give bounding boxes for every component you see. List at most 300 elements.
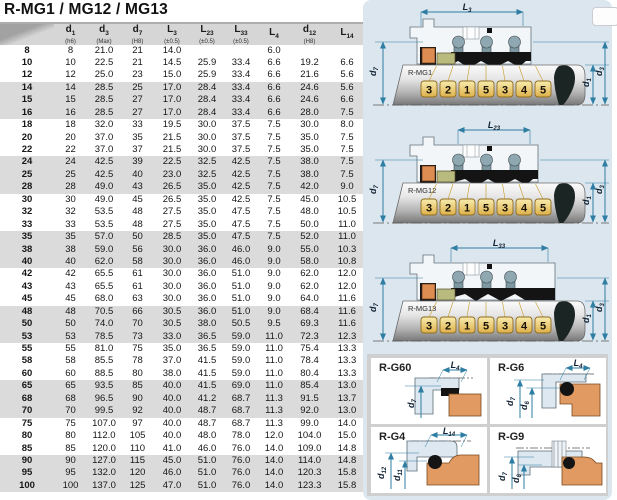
cell: 33.4 (231, 106, 251, 118)
cell: 41.0 (162, 442, 182, 454)
cell (224, 45, 258, 57)
cell: 6.6 (267, 69, 281, 81)
cell: 21.5 (162, 144, 182, 156)
cell: 11.0 (265, 380, 283, 392)
cell: 25 (65, 168, 76, 180)
column-header: $d_{12}$ (H8) (290, 23, 329, 45)
cell: 7.5 (267, 193, 281, 205)
number-chip-label: 3 (425, 202, 433, 215)
seat-ring (422, 48, 435, 63)
table-row (0, 82, 365, 94)
cell: 30.0 (300, 119, 319, 131)
row-size-label: 58 (21, 355, 33, 367)
cell: 75.4 (300, 343, 319, 355)
table-row (0, 169, 365, 181)
cell: 47.5 (231, 231, 251, 243)
row-size-label: 90 (21, 454, 33, 466)
table-row (0, 393, 365, 405)
row-size-label: 10 (21, 56, 33, 68)
cell: 43 (132, 181, 143, 193)
cell: 20 (65, 131, 76, 143)
cell: 92.0 (300, 405, 319, 417)
table-row (0, 480, 365, 492)
cell: 35.0 (162, 343, 182, 355)
diagram-label: R-MG13 (408, 304, 437, 313)
cell: 7.5 (267, 206, 281, 218)
cell: 85.5 (94, 355, 114, 367)
cell: 7.5 (340, 168, 354, 180)
table-row (0, 331, 365, 343)
cell: 30.0 (197, 119, 217, 131)
cell: 100 (62, 479, 79, 491)
table-row (0, 318, 365, 330)
cell: 15.8 (337, 467, 357, 479)
cell: 85 (65, 442, 76, 454)
cell: 40.0 (162, 380, 182, 392)
row-size-label: 70 (21, 405, 33, 417)
cell: 37.0 (162, 355, 182, 367)
cell: 36.0 (197, 255, 217, 267)
cell: 14.0 (162, 44, 182, 56)
seat-ring (422, 166, 435, 181)
cell (190, 45, 224, 57)
cell: 17.0 (162, 81, 182, 93)
cell: 58 (132, 255, 143, 267)
table-header-row (0, 23, 365, 45)
row-size-label: 12 (21, 69, 33, 81)
cell: 14.8 (337, 442, 357, 454)
cell: 27.5 (162, 206, 182, 218)
cell: 9.0 (340, 181, 354, 193)
cell: 105 (129, 430, 146, 442)
cell: 48.7 (197, 405, 217, 417)
cell: 41.5 (197, 355, 217, 367)
table-row (0, 380, 365, 392)
row-size-label: 80 (21, 430, 33, 442)
cell: 26.5 (162, 193, 182, 205)
cell: 78.0 (231, 430, 251, 442)
dim-label-d6: $d_6$ (519, 401, 531, 410)
cell: 28.4 (197, 94, 217, 106)
cell: 7.5 (340, 131, 354, 143)
cell: 48 (132, 206, 143, 218)
cell: 92 (132, 405, 143, 417)
column-header: $L_{23}$ (±0.5) (190, 23, 224, 45)
cell: 36.0 (197, 293, 217, 305)
row-size-label: 30 (21, 193, 33, 205)
o-ring (560, 382, 574, 396)
cell: 13.0 (337, 380, 357, 392)
cell: 12 (65, 69, 76, 81)
cell: 7.5 (267, 168, 281, 180)
cell: 16 (65, 106, 76, 118)
cell: 35.0 (197, 193, 217, 205)
row-size-label: 95 (21, 467, 33, 479)
cell: 70.5 (94, 305, 114, 317)
cell: 43 (65, 280, 76, 292)
card-label: R-G4 (379, 431, 406, 443)
cell: 42.5 (231, 193, 251, 205)
cell: 53 (65, 330, 76, 342)
cell: 33 (132, 119, 143, 131)
cell: 27 (132, 94, 143, 106)
cell: 36.0 (197, 280, 217, 292)
column-header: $L_4$ (258, 23, 290, 45)
cell: 30.0 (162, 280, 182, 292)
page-title: R-MG1 / MG12 / MG13 (4, 1, 168, 18)
number-chip-label: 2 (444, 84, 452, 97)
cell: 28.4 (197, 81, 217, 93)
dim-label-d1: $d_1$ (581, 314, 593, 323)
row-size-label: 25 (21, 168, 33, 180)
cell: 52.0 (300, 231, 319, 243)
cell: 14.0 (264, 442, 284, 454)
cell: 59.0 (231, 355, 251, 367)
cell: 35.0 (197, 231, 217, 243)
detail-card-r-g6 (490, 358, 606, 424)
detail-card-r-g60 (371, 358, 487, 424)
number-chip-label: 4 (520, 202, 528, 215)
cell: 15.0 (337, 430, 357, 442)
cell: 21.5 (162, 131, 182, 143)
cell: 30.0 (162, 243, 182, 255)
cell: 46.0 (231, 243, 251, 255)
cell: 42.0 (300, 181, 319, 193)
row-size-label: 35 (21, 231, 33, 243)
row-size-label: 48 (21, 305, 33, 317)
cell: 28.4 (197, 106, 217, 118)
cell: 90 (132, 392, 143, 404)
cell: 85.4 (300, 380, 319, 392)
cell: 88.5 (94, 367, 114, 379)
cell: 15.0 (162, 69, 182, 81)
primary-ring (437, 171, 455, 182)
cell: 59.0 (94, 243, 114, 255)
cell: 11.3 (265, 392, 283, 404)
cell: 47.5 (231, 206, 251, 218)
cell: 7.5 (340, 156, 354, 168)
cell: 14.0 (337, 417, 357, 429)
cell: 42 (65, 268, 76, 280)
cell: 12.3 (337, 330, 357, 342)
row-size-label: 40 (21, 255, 33, 267)
cell: 64.0 (300, 293, 319, 305)
row-size-label: 38 (21, 243, 33, 255)
cell: 91.5 (300, 392, 319, 404)
cell: 15 (65, 94, 76, 106)
cell: 33 (65, 218, 76, 230)
table-row (0, 107, 365, 119)
cell: 90 (65, 454, 76, 466)
number-chip-label: 5 (539, 320, 547, 333)
cell: 21 (132, 44, 143, 56)
table-row (0, 119, 365, 131)
detail-card-r-g9 (490, 427, 606, 493)
table-row (0, 132, 365, 144)
diagram-panel (363, 0, 612, 500)
table-row (0, 455, 365, 467)
cell: 17.0 (162, 106, 182, 118)
table-row (0, 156, 365, 168)
cell: 33.4 (231, 94, 251, 106)
seal-cross-section-r-mg13 (363, 238, 612, 352)
cell: 40.0 (162, 392, 182, 404)
primary-ring (437, 289, 455, 300)
cell: 112.0 (92, 430, 116, 442)
primary-ring (437, 53, 455, 64)
dim-label-d3: $d_3$ (594, 67, 606, 76)
dim-label-d7: $d_7$ (368, 67, 380, 76)
row-size-label: 20 (21, 131, 33, 143)
number-chip-label: 1 (463, 320, 471, 333)
row-size-label: 43 (21, 280, 33, 292)
card-label: R-G60 (379, 362, 412, 374)
cell: 51.0 (231, 280, 251, 292)
page-edge-tab (592, 7, 617, 26)
dim-label-d7: $d_7$ (505, 397, 517, 406)
table-row (0, 256, 365, 268)
row-size-label: 75 (21, 417, 33, 429)
column-header-corner (0, 23, 54, 45)
cell: 6.6 (267, 81, 281, 93)
column-header: $d_3$ (Max) (87, 23, 121, 45)
number-chip-label: 1 (463, 202, 471, 215)
number-chip-label: 3 (501, 320, 509, 333)
cell: 46.0 (197, 442, 217, 454)
cell: 9.0 (267, 280, 281, 292)
cell: 7.5 (340, 106, 354, 118)
springs (453, 271, 517, 290)
cell: 36.5 (197, 330, 217, 342)
cell: 42.5 (231, 181, 251, 193)
cell: 114.0 (297, 454, 322, 466)
cell: 9.5 (267, 318, 281, 330)
dim-label-d6: $d_6$ (511, 474, 523, 483)
column-header: $L_{33}$ (±0.5) (224, 23, 258, 45)
cell: 30.0 (162, 255, 182, 267)
cell: 10.5 (337, 193, 357, 205)
seal-cross-section-r-mg1 (363, 2, 612, 116)
dim-label-d1: $d_1$ (581, 78, 593, 87)
number-chip-label: 2 (444, 320, 452, 333)
cell: 28.5 (94, 106, 114, 118)
cell: 6.6 (340, 94, 354, 106)
dim-label-l3: $L_3$ (462, 2, 472, 14)
cell: 5.6 (340, 81, 354, 93)
row-size-label: 55 (21, 343, 33, 355)
cell: 73 (132, 330, 143, 342)
cell: 37 (132, 144, 143, 156)
cell: 65.5 (94, 268, 114, 280)
cell: 21.6 (300, 69, 319, 81)
cell: 37.5 (231, 144, 251, 156)
dim-label-d7: $d_7$ (406, 399, 418, 408)
cell: 35 (65, 231, 76, 243)
cell: 76.0 (231, 454, 251, 466)
card-label: R-G9 (498, 431, 525, 443)
cell: 48.0 (300, 206, 319, 218)
row-size-label: 60 (21, 367, 33, 379)
cell: 115 (129, 454, 146, 466)
cell: 7.5 (267, 156, 281, 168)
cell: 78 (132, 355, 143, 367)
dim-label-l33: $L_{33}$ (492, 238, 506, 250)
cell: 76.0 (231, 467, 251, 479)
cell: 36.0 (197, 243, 217, 255)
cell: 45 (132, 193, 143, 205)
cell: 51.0 (197, 454, 217, 466)
cell: 7.5 (340, 144, 354, 156)
cell: 30 (65, 193, 76, 205)
cell: 137.0 (92, 479, 116, 491)
table-row (0, 281, 365, 293)
table-row (0, 355, 365, 367)
cell: 50.5 (231, 318, 251, 330)
column-header: $L_{14}$ (329, 23, 365, 45)
cell: 21.0 (94, 44, 114, 56)
cell: 36.0 (197, 305, 217, 317)
cell: 28.0 (300, 106, 319, 118)
set-screw (487, 28, 492, 33)
table-row (0, 181, 365, 193)
cell: 96.5 (94, 392, 114, 404)
cell: 125 (129, 479, 146, 491)
number-chip-label: 2 (444, 202, 452, 215)
cell: 69.0 (231, 380, 251, 392)
table-row (0, 430, 365, 442)
table-row (0, 368, 365, 380)
cell: 14.0 (264, 454, 284, 466)
o-ring (563, 457, 575, 469)
dim-label-l4: $L_4$ (450, 360, 460, 372)
cell: 46.0 (231, 255, 251, 267)
cell: 37.5 (231, 119, 251, 131)
cell: 46.0 (162, 467, 182, 479)
dim-label-d1: $d_1$ (581, 196, 593, 205)
cell: 59.0 (231, 367, 251, 379)
cell: 30.0 (162, 293, 182, 305)
cell: 14.5 (162, 56, 182, 68)
cell: 6.6 (267, 106, 281, 118)
cell: 51.0 (231, 305, 251, 317)
dim-label-d7: $d_7$ (368, 303, 380, 312)
number-chip-label: 3 (425, 84, 433, 97)
cell: 32 (65, 206, 76, 218)
cell: 51.0 (197, 479, 217, 491)
cell: 35.0 (197, 206, 217, 218)
cell: 35 (132, 131, 143, 143)
table-row (0, 45, 365, 57)
seal-cross-section-r-mg12 (363, 120, 612, 234)
cell: 11.6 (338, 293, 356, 305)
cell: 56 (132, 243, 143, 255)
dim-label-l14: $L_{14}$ (442, 427, 456, 438)
cell: 68.0 (94, 293, 114, 305)
cell: 11.0 (265, 367, 283, 379)
cell: 81.0 (94, 343, 114, 355)
cell: 11.6 (338, 305, 356, 317)
table-row (0, 293, 365, 305)
seat-ring (449, 394, 481, 416)
seat-ring (422, 284, 435, 299)
cell: 60 (65, 367, 76, 379)
cell: 68.7 (231, 405, 251, 417)
cell: 22.5 (94, 56, 114, 68)
cell: 19.2 (300, 56, 319, 68)
cell: 26.5 (162, 181, 182, 193)
cell: 120.0 (92, 442, 116, 454)
cell: 66 (132, 305, 143, 317)
cell: 40 (65, 255, 76, 267)
row-size-label: 22 (21, 144, 33, 156)
cell: 10.3 (337, 243, 357, 255)
cell: 42.5 (94, 156, 114, 168)
cell: 109.0 (297, 442, 322, 454)
cell: 49.0 (94, 193, 114, 205)
cell: 22.5 (162, 156, 182, 168)
cell: 49.0 (94, 181, 114, 193)
cell: 9.0 (267, 268, 281, 280)
cell: 62.0 (300, 280, 319, 292)
cell: 10 (65, 56, 76, 68)
cell: 93.5 (94, 380, 114, 392)
cell: 70 (132, 318, 143, 330)
cell: 62.0 (300, 268, 319, 280)
set-screw (487, 264, 492, 269)
cell: 23.0 (162, 168, 182, 180)
table-row (0, 343, 365, 355)
cell: 104.0 (297, 430, 322, 442)
dim-label-d3: $d_3$ (594, 303, 606, 312)
cell: 13.7 (337, 392, 357, 404)
cell: 36.0 (197, 268, 217, 280)
cell (329, 45, 365, 57)
cell: 38.0 (197, 318, 217, 330)
cell: 42.5 (94, 168, 114, 180)
cell: 11.0 (265, 355, 283, 367)
cell: 28.5 (94, 94, 114, 106)
cell: 59.0 (231, 330, 251, 342)
cell: 38.0 (300, 156, 319, 168)
cell: 11.0 (265, 343, 283, 355)
cell: 76.0 (231, 442, 251, 454)
cell: 36.5 (197, 343, 217, 355)
cell: 107.0 (92, 417, 116, 429)
cell: 12.0 (337, 268, 357, 280)
cell: 11.0 (338, 231, 356, 243)
cell: 24.6 (300, 81, 319, 93)
o-ring (428, 455, 442, 469)
row-size-label: 85 (21, 442, 33, 454)
cell: 47.0 (162, 479, 182, 491)
cell: 68.7 (231, 392, 251, 404)
cell: 28 (65, 181, 76, 193)
cell: 80 (132, 367, 143, 379)
cell: 30.5 (162, 318, 182, 330)
cell: 69.3 (300, 318, 319, 330)
row-size-label: 14 (21, 81, 33, 93)
table-row (0, 405, 365, 417)
cell: 50 (65, 318, 76, 330)
cell: 70 (65, 405, 76, 417)
cell: 21 (132, 56, 143, 68)
cell: 120.3 (297, 467, 322, 479)
cell: 127.0 (92, 454, 116, 466)
number-chip-label: 4 (520, 84, 528, 97)
cell: 37.0 (94, 144, 114, 156)
detail-card-r-g4 (371, 427, 487, 493)
dim-label-d7: $d_7$ (497, 472, 509, 481)
